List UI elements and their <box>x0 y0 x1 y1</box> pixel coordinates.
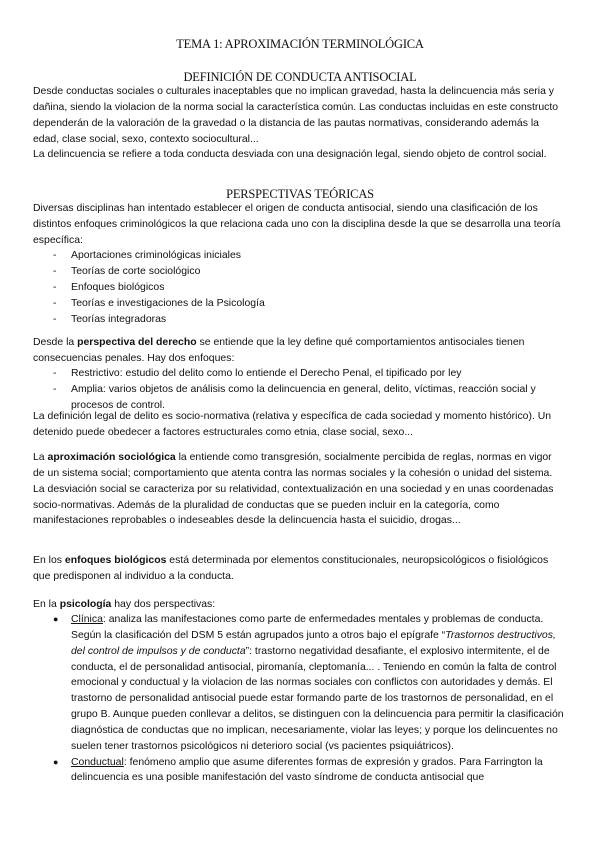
paragraph-sociologica: La aproximación sociológica la entiende como transgresión, socialmente percibida de reglas, normas en vigor de un sistema social; comportamiento que atenta contra las normas sociales y la cohesión o unidad del sistema. La desviación social se caracteriza por su relatividad, contextualización en una sociedad y en unas coordenadas socio-normativas. Además de la pluralidad de conductas que se pueden incluir en la categoría, como manifestaciones reprobables o indeseables desde la delincuencia hasta el suicidio, drogas... <box>33 452 554 527</box>
list-item: - Enfoques biológicos <box>33 280 565 296</box>
paragraph-psicologia: En la psicología hay dos perspectivas: <box>33 599 216 610</box>
paragraph-derecho: Desde la perspectiva del derecho se entiende que la ley define qué comportamientos antisociales tienen consecuencias penales. Hay dos enfoques: <box>33 337 525 364</box>
list-item: - Aportaciones criminológicas iniciales <box>33 248 565 264</box>
list-item: - Amplia: varios objetos de análisis como la delincuencia en general, delito, víctimas, reacción social y procesos de control. <box>53 383 536 411</box>
paragraph-definicion-1: Desde conductas sociales o culturales inaceptables que no implican gravedad, hasta la delincuencia más seria y dañina, siendo la violacion de la norma social la característica común. Las conductas incluidas en este constructo dependerán de la valoración de la gravedad o la distancia de las pautas normativas, considerando además la edad, clase social, sexo, contexto sociocultural... <box>33 86 559 145</box>
paragraph-derecho-after: La definición legal de delito es socio-normativa (relativa y específica de cada sociedad y momento histórico). Un detenido puede obedecer a factores estructurales como etnia, clase social, sexo... <box>33 411 552 438</box>
list-item: ● Clínica: analiza las manifestaciones como parte de enfermedades mentales y problemas de conducta. Según la clasificación del DSM 5 están agrupados junto a otros bajo el epígrafe “Trastornos destructivos, del control de impulsos y de conducta”: trastorno negatividad desafiante, el explosivo intermitente, el de conducta, el de personalidad antisocial, piromanía, cleptomanía... . Teniendo en común la falta de control emocional y conductual y la violacion de las normas sociales con conflictos con autoridades y demás. El trastorno de personalidad antisocial puede estar formando parte de los trastornos de personalidad, en el grupo B. Aunque pueden conllevar a delitos, se distinguen con la delincuencia para permitir la clasificación diagnóstica de conductas que no implican, necesariamente, violar las leyes; y porque los delincuentes no suelen tener trastornos psicológicos ni deterioro social (vs pacientes psiquiátricos). <box>53 614 564 752</box>
heading-definicion: DEFINICIÓN DE CONDUCTA ANTISOCIAL <box>183 70 417 84</box>
list-item: ● Conductual: fenómeno amplio que asume diferentes formas de expresión y grados. Para Farrington la delincuencia es una posible manifestación del vasto síndrome de conducta antisocial que <box>53 756 543 784</box>
dash-marker: - <box>53 281 57 293</box>
dash-marker: - <box>53 265 57 277</box>
heading-perspectivas: PERSPECTIVAS TEÓRICAS <box>226 187 374 201</box>
derecho-list <box>33 366 565 414</box>
bold-term-psicologia: psicología <box>59 599 112 610</box>
list-item: - Restrictivo: estudio del delito como lo entiende el Derecho Penal, el tipificado por ley <box>33 366 565 382</box>
label-clinica: Clínica <box>71 614 103 625</box>
bullet-marker: ● <box>53 614 59 624</box>
paragraph-biologicos: En los enfoques biológicos está determinada por elementos constitucionales, neuropsicológicos o fisiológicos que predisponen al individuo a la conducta. <box>33 555 549 582</box>
paragraph-perspectivas: Diversas disciplinas han intentado establecer el origen de conducta antisocial, siendo una clasificación de los distintos enfoques criminológicos la que relaciona cada uno con la disciplina desde la que se desarrolla una teoría específica: <box>33 203 561 246</box>
bold-term-sociologica: aproximación sociológica <box>47 452 176 463</box>
dsm-epigraph: Trastornos destructivos, del control de impulsos y de conducta <box>71 629 556 657</box>
list-item: - Teorías de corte sociológico <box>33 264 565 280</box>
bold-term-derecho: perspectiva del derecho <box>77 337 197 348</box>
dash-marker: - <box>53 313 57 325</box>
dash-marker: - <box>53 297 57 309</box>
list-item: - Teorías integradoras <box>33 312 565 328</box>
label-conductual: Conductual <box>71 756 124 768</box>
dash-marker: - <box>53 368 57 379</box>
enfoques-list <box>33 248 565 328</box>
bullet-marker: ● <box>53 756 59 767</box>
list-item: - Teorías e investigaciones de la Psicología <box>33 296 565 312</box>
psicologia-list <box>33 612 565 786</box>
paragraph-definicion-2: La delincuencia se refiere a toda conducta desviada con una designación legal, siendo objeto de control social. <box>33 149 547 160</box>
dash-marker: - <box>53 250 57 261</box>
tema-title: TEMA 1: APROXIMACIÓN TERMINOLÓGICA <box>176 37 424 51</box>
dash-marker: - <box>53 383 57 395</box>
bold-term-biologicos: enfoques biológicos <box>64 555 167 566</box>
